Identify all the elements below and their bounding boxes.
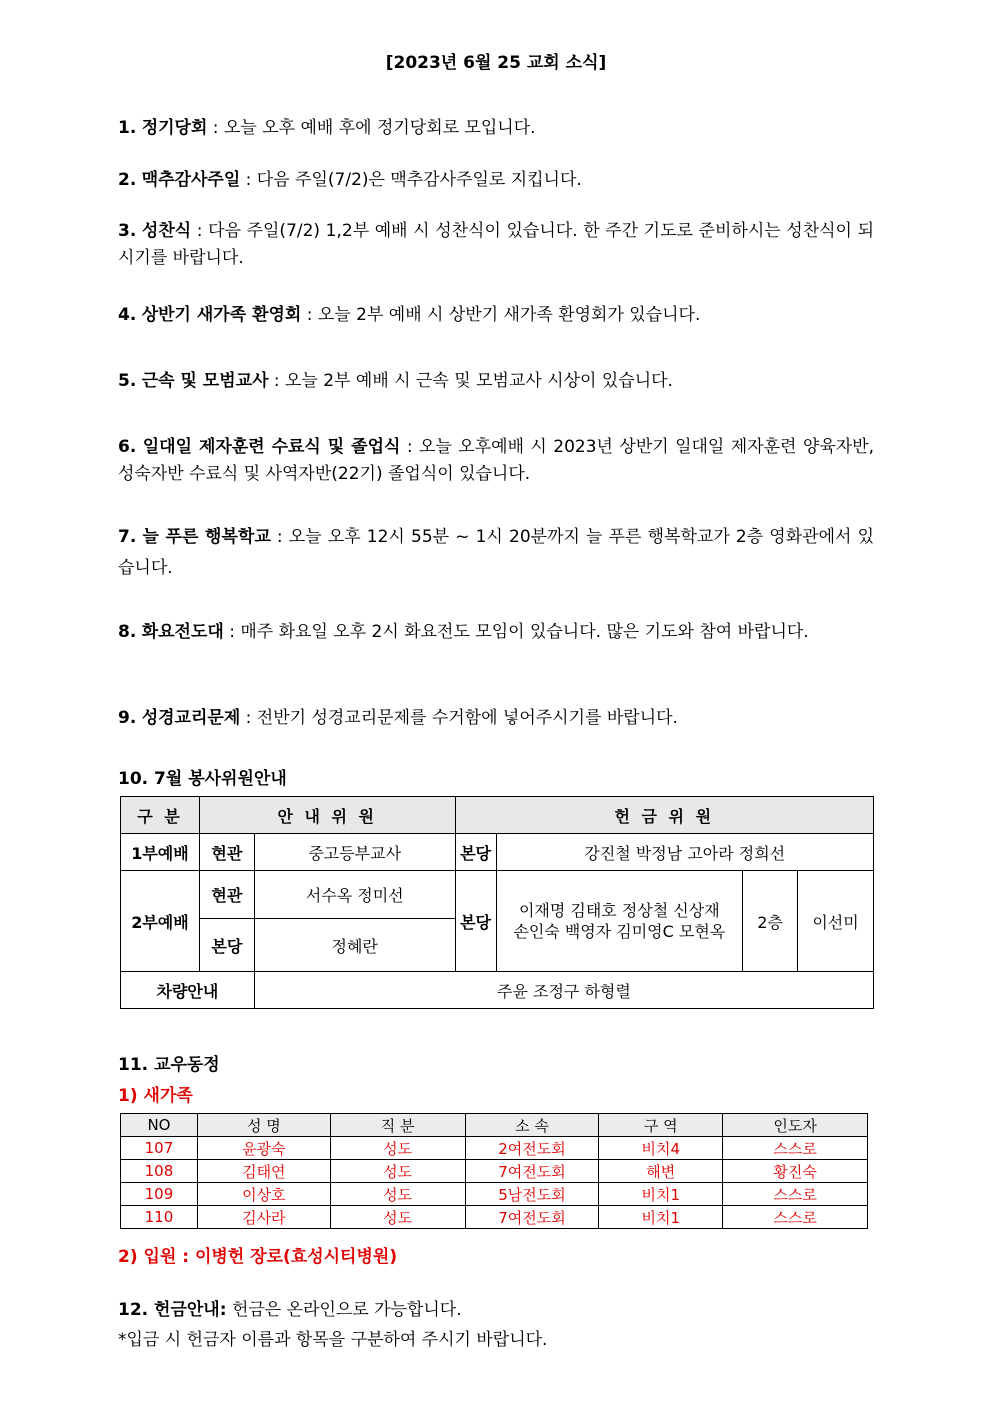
item-heading: 일대일 제자훈련 수료식 및 졸업식 bbox=[142, 437, 401, 457]
announcement-7: 7. 늘 푸른 행복학교 : 오늘 오후 12시 55분 ~ 1시 20분까지 늘 푸른 행복학교가 2층 영화관에서 있습니다. bbox=[118, 527, 874, 578]
item-number: 6. bbox=[118, 437, 137, 457]
table-header-row: NO 성 명 직 분 소 속 구 역 인도자 bbox=[121, 1114, 868, 1137]
announcement-6: 6. 일대일 제자훈련 수료식 및 졸업식 : 오늘 오후예배 시 2023년 상반기 일대일 제자훈련 양육자반, 성숙자반 수료식 및 사역자반(22기) 졸업식이 있습니다. bbox=[118, 437, 874, 484]
item-text: 오늘 2부 예배 시 근속 및 모범교사 시상이 있습니다. bbox=[285, 371, 673, 391]
announcement-3: 3. 성찬식 : 다음 주일(7/2) 1,2부 예배 시 성찬식이 있습니다. 한 주간 기도로 준비하시는 성찬식이 되시기를 바랍니다. bbox=[118, 221, 874, 268]
service-2-guide-b: 정혜란 bbox=[254, 919, 455, 972]
item-text: 오늘 오후예배 시 2023년 상반기 일대일 제자훈련 양육자반, 성숙자반 수료식 및 사역자반(22기) 졸업식이 있습니다. bbox=[118, 437, 874, 484]
item-number: 9. bbox=[118, 708, 137, 728]
item-heading: 맥추감사주일 bbox=[141, 170, 241, 190]
service-2-label: 2부예배 bbox=[121, 871, 200, 972]
members-heading: 11. 교우동정 bbox=[118, 1055, 220, 1075]
item-text: 오늘 오후 예배 후에 정기당회로 모입니다. bbox=[223, 118, 536, 138]
volunteer-heading: 10. 7월 봉사위원안내 bbox=[118, 769, 287, 789]
table-row: 107 윤광숙 성도 2여전도회 비치4 스스로 bbox=[121, 1137, 868, 1160]
announcement-8: 8. 화요전도대 : 매주 화요일 오후 2시 화요전도 모임이 있습니다. 많은 기도와 참여 바랍니다. bbox=[118, 622, 809, 642]
announcement-1: 1. 정기당회 : 오늘 오후 예배 후에 정기당회로 모입니다. bbox=[118, 118, 536, 138]
service-1-label: 1부예배 bbox=[121, 834, 200, 871]
new-family-table bbox=[120, 1113, 868, 1229]
item-text: 다음 주일(7/2) 1,2부 예배 시 성찬식이 있습니다. 한 주간 기도로 준비하시는 성찬식이 되시기를 바랍니다. bbox=[118, 221, 874, 268]
volunteer-table bbox=[120, 796, 874, 1009]
header-gubun: 구 분 bbox=[121, 797, 200, 834]
item-heading: 상반기 새가족 환영회 bbox=[141, 305, 302, 325]
item-number: 5. bbox=[118, 371, 137, 391]
item-number: 3. bbox=[118, 221, 137, 241]
announcement-4: 4. 상반기 새가족 환영회 : 오늘 2부 예배 시 상반기 새가족 환영회가 있습니다. bbox=[118, 305, 701, 325]
offering-guide bbox=[118, 1297, 874, 1324]
service-2-place-b: 본당 bbox=[199, 919, 254, 972]
header-guide: 안 내 위 원 bbox=[199, 797, 455, 834]
item-heading: 성경교리문제 bbox=[141, 708, 241, 728]
service-1-offering-names: 강진철 박정남 고아라 정희선 bbox=[496, 834, 874, 871]
table-row: 110 김사라 성도 7여전도회 비치1 스스로 bbox=[121, 1206, 868, 1229]
offering-heading: 12. 헌금안내: bbox=[118, 1300, 227, 1320]
page-title: [2023년 6월 25 교회 소식] bbox=[385, 53, 607, 73]
table-row: 109 이상호 성도 5남전도회 비치1 스스로 bbox=[121, 1183, 868, 1206]
offering-text: 헌금은 온라인으로 가능합니다. bbox=[231, 1300, 462, 1320]
item-number: 1. bbox=[118, 118, 137, 138]
item-number: 4. bbox=[118, 305, 137, 325]
item-heading: 정기당회 bbox=[141, 118, 208, 138]
item-heading: 성찬식 bbox=[141, 221, 192, 241]
service-2-place-a: 현관 bbox=[199, 871, 254, 919]
item-text: 오늘 오후 12시 55분 ~ 1시 20분까지 늘 푸른 행복학교가 2층 영화관에서 있습니다. bbox=[118, 527, 874, 578]
car-names: 주윤 조정구 하형렬 bbox=[254, 972, 873, 1009]
service-1-guide: 중고등부교사 bbox=[254, 834, 455, 871]
hospitalization-note: 2) 입원 : 이병헌 장로(효성시티병원) bbox=[118, 1247, 398, 1267]
service-2-offering-place-2: 2층 bbox=[743, 871, 798, 972]
car-label: 차량안내 bbox=[121, 972, 255, 1009]
item-text: 매주 화요일 오후 2시 화요전도 모임이 있습니다. 많은 기도와 참여 바랍니다. bbox=[240, 622, 809, 642]
item-number: 7. bbox=[118, 527, 137, 547]
service-1-place: 현관 bbox=[199, 834, 254, 871]
offering-note: *입금 시 헌금자 이름과 항목을 구분하여 주시기 바랍니다. bbox=[118, 1330, 548, 1350]
new-family-heading: 1) 새가족 bbox=[118, 1086, 193, 1106]
service-1-offering-place: 본당 bbox=[455, 834, 496, 871]
item-number: 8. bbox=[118, 622, 137, 642]
service-2-offering-place: 본당 bbox=[455, 871, 496, 972]
table-row: 108 김태연 성도 7여전도회 해변 황진숙 bbox=[121, 1160, 868, 1183]
item-heading: 화요전도대 bbox=[141, 622, 224, 642]
item-text: 다음 주일(7/2)은 맥추감사주일로 지킵니다. bbox=[256, 170, 582, 190]
item-text: 전반기 성경교리문제를 수거함에 넣어주시기를 바랍니다. bbox=[256, 708, 678, 728]
service-2-offering-names: 이재명 김태호 정상철 신상재 손인숙 백영자 김미영C 모현옥 bbox=[496, 871, 743, 972]
service-2-offering-names-2: 이선미 bbox=[798, 871, 874, 972]
service-2-guide-a: 서수옥 정미선 bbox=[254, 871, 455, 919]
announcement-5: 5. 근속 및 모범교사 : 오늘 2부 예배 시 근속 및 모범교사 시상이 있습니다. bbox=[118, 371, 673, 391]
header-offering: 헌 금 위 원 bbox=[455, 797, 873, 834]
item-heading: 근속 및 모범교사 bbox=[141, 371, 269, 391]
item-heading: 늘 푸른 행복학교 bbox=[142, 527, 271, 547]
announcement-9: 9. 성경교리문제 : 전반기 성경교리문제를 수거함에 넣어주시기를 바랍니다. bbox=[118, 708, 678, 728]
item-text: 오늘 2부 예배 시 상반기 새가족 환영회가 있습니다. bbox=[317, 305, 701, 325]
item-number: 2. bbox=[118, 170, 137, 190]
announcement-2: 2. 맥추감사주일 : 다음 주일(7/2)은 맥추감사주일로 지킵니다. bbox=[118, 170, 582, 190]
